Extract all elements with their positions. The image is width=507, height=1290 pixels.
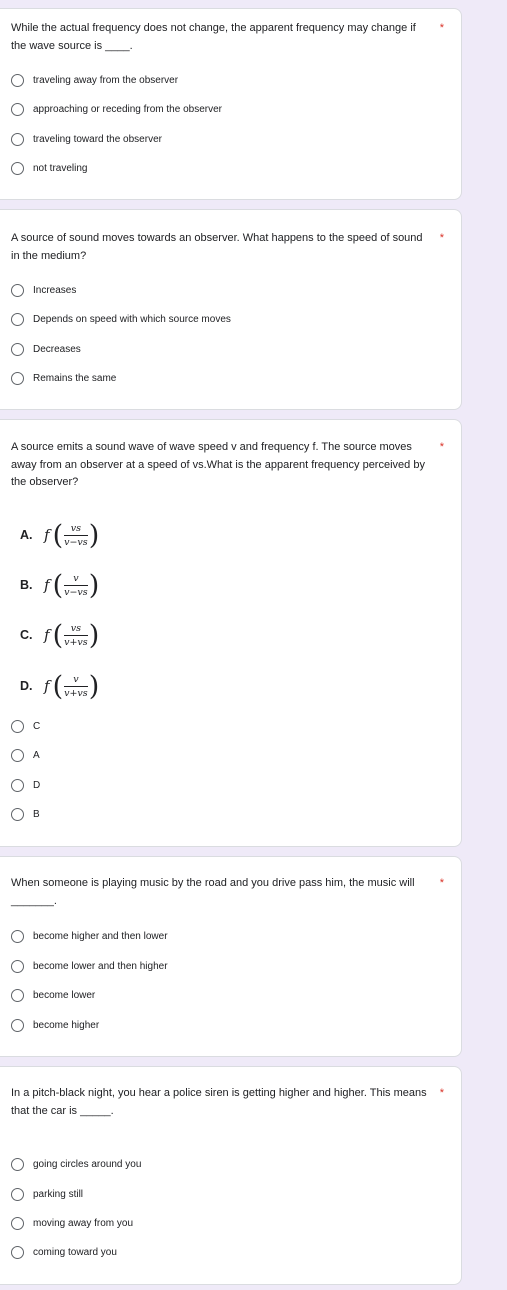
question-card-3 <box>0 419 462 847</box>
radio-option[interactable] <box>11 1186 83 1202</box>
question-card-5 <box>0 1066 462 1285</box>
formula-f: f <box>44 526 50 544</box>
formula-f: f <box>44 677 50 695</box>
radio-circle-icon[interactable] <box>11 749 24 762</box>
radio-circle-icon[interactable] <box>11 103 24 116</box>
formula-denominator: v−vs <box>64 586 88 598</box>
option-label: parking still <box>33 1188 84 1200</box>
radio-circle-icon[interactable] <box>11 1188 24 1201</box>
radio-option[interactable] <box>11 370 116 386</box>
radio-option[interactable] <box>11 718 40 734</box>
radio-circle-icon[interactable] <box>11 1246 24 1259</box>
question-card-1 <box>0 8 462 200</box>
radio-circle-icon[interactable] <box>11 74 24 87</box>
question-text: While the actual frequency does not change, the apparent frequency may change if the wave source is ____. <box>11 22 416 52</box>
option-label: D <box>33 779 41 791</box>
radio-circle-icon[interactable] <box>11 162 24 175</box>
radio-circle-icon[interactable] <box>11 133 24 146</box>
formula-f: f <box>44 576 50 594</box>
option-label: C <box>33 720 41 732</box>
required-asterisk: * <box>439 232 444 244</box>
option-label: Decreases <box>33 343 81 355</box>
top-strip <box>0 0 507 8</box>
formula-option-b: B. f ( $\frac{v}{v-vs}$ ) <box>20 569 100 601</box>
radio-circle-icon[interactable] <box>11 989 24 1002</box>
question-card-4 <box>0 856 462 1057</box>
option-label: approaching or receding from the observer <box>33 103 222 115</box>
option-label: become higher <box>33 1019 100 1031</box>
radio-circle-icon[interactable] <box>11 960 24 973</box>
formula-numerator: v <box>73 572 79 584</box>
formula-option-a: A. f ( $\frac{vs}{v-vs}$ ) <box>20 519 100 551</box>
formula-label: C. <box>20 628 33 642</box>
radio-circle-icon[interactable] <box>11 808 24 821</box>
radio-option[interactable] <box>11 777 40 793</box>
radio-circle-icon[interactable] <box>11 343 24 356</box>
formula-numerator: vs <box>70 522 82 534</box>
radio-option[interactable] <box>11 806 40 822</box>
option-label: B <box>33 808 40 820</box>
required-asterisk: * <box>439 1087 444 1099</box>
option-label: A <box>33 749 40 761</box>
formula-denominator: v+vs <box>64 636 88 648</box>
option-label: Increases <box>33 284 77 296</box>
radio-circle-icon[interactable] <box>11 372 24 385</box>
radio-option[interactable] <box>11 282 76 298</box>
required-asterisk: * <box>439 877 444 889</box>
question-text: A source emits a sound wave of wave speed v and frequency f. The source moves away from an observer at a speed of vs.What is the apparent frequency perceived by the observer? <box>11 441 425 488</box>
radio-circle-icon[interactable] <box>11 284 24 297</box>
option-label: moving away from you <box>33 1217 134 1229</box>
radio-option[interactable] <box>11 1156 141 1172</box>
radio-circle-icon[interactable] <box>11 720 24 733</box>
formula-numerator: vs <box>70 622 82 634</box>
radio-circle-icon[interactable] <box>11 779 24 792</box>
question-text: In a pitch-black night, you hear a police siren is getting higher and higher. This means that the car is _____. <box>11 1087 427 1117</box>
formula-f: f <box>44 626 50 644</box>
option-label: traveling toward the observer <box>33 133 162 145</box>
formula-option-d: D. f ( $\frac{v}{v+vs}$ ) <box>20 670 100 702</box>
radio-option[interactable] <box>11 341 81 357</box>
formula-numerator: v <box>73 673 79 685</box>
required-asterisk: * <box>439 441 444 453</box>
radio-option[interactable] <box>11 928 168 944</box>
formula-denominator: v−vs <box>64 536 88 548</box>
option-label: coming toward you <box>33 1246 117 1258</box>
option-label: traveling away from the observer <box>33 74 179 86</box>
radio-option[interactable] <box>11 1017 99 1033</box>
option-label: Depends on speed with which source moves <box>33 313 231 325</box>
option-label: become lower and then higher <box>33 960 168 972</box>
option-label: not traveling <box>33 162 88 174</box>
radio-option[interactable] <box>11 1244 117 1260</box>
radio-circle-icon[interactable] <box>11 1019 24 1032</box>
question-card-2 <box>0 209 462 410</box>
question-text: When someone is playing music by the road and you drive pass him, the music will _______. <box>11 877 415 907</box>
required-asterisk: * <box>439 22 444 34</box>
option-label: Remains the same <box>33 372 117 384</box>
radio-option[interactable] <box>11 101 222 117</box>
radio-option[interactable] <box>11 131 162 147</box>
radio-circle-icon[interactable] <box>11 1158 24 1171</box>
radio-circle-icon[interactable] <box>11 930 24 943</box>
option-label: become higher and then lower <box>33 930 168 942</box>
question-text: A source of sound moves towards an observer. What happens to the speed of sound in the medium? <box>11 232 423 262</box>
formula-label: A. <box>20 528 33 542</box>
radio-circle-icon[interactable] <box>11 313 24 326</box>
radio-circle-icon[interactable] <box>11 1217 24 1230</box>
formula-denominator: v+vs <box>64 687 88 699</box>
radio-option[interactable] <box>11 747 40 763</box>
formula-label: B. <box>20 578 33 592</box>
radio-option[interactable] <box>11 72 178 88</box>
radio-option[interactable] <box>11 958 168 974</box>
radio-option[interactable] <box>11 311 231 327</box>
formula-option-c: C. f ( $\frac{vs}{v+vs}$ ) <box>20 619 100 651</box>
radio-option[interactable] <box>11 1215 133 1231</box>
formula-label: D. <box>20 679 33 693</box>
option-label: become lower <box>33 989 96 1001</box>
radio-option[interactable] <box>11 160 87 176</box>
option-label: going circles around you <box>33 1158 142 1170</box>
radio-option[interactable] <box>11 987 95 1003</box>
